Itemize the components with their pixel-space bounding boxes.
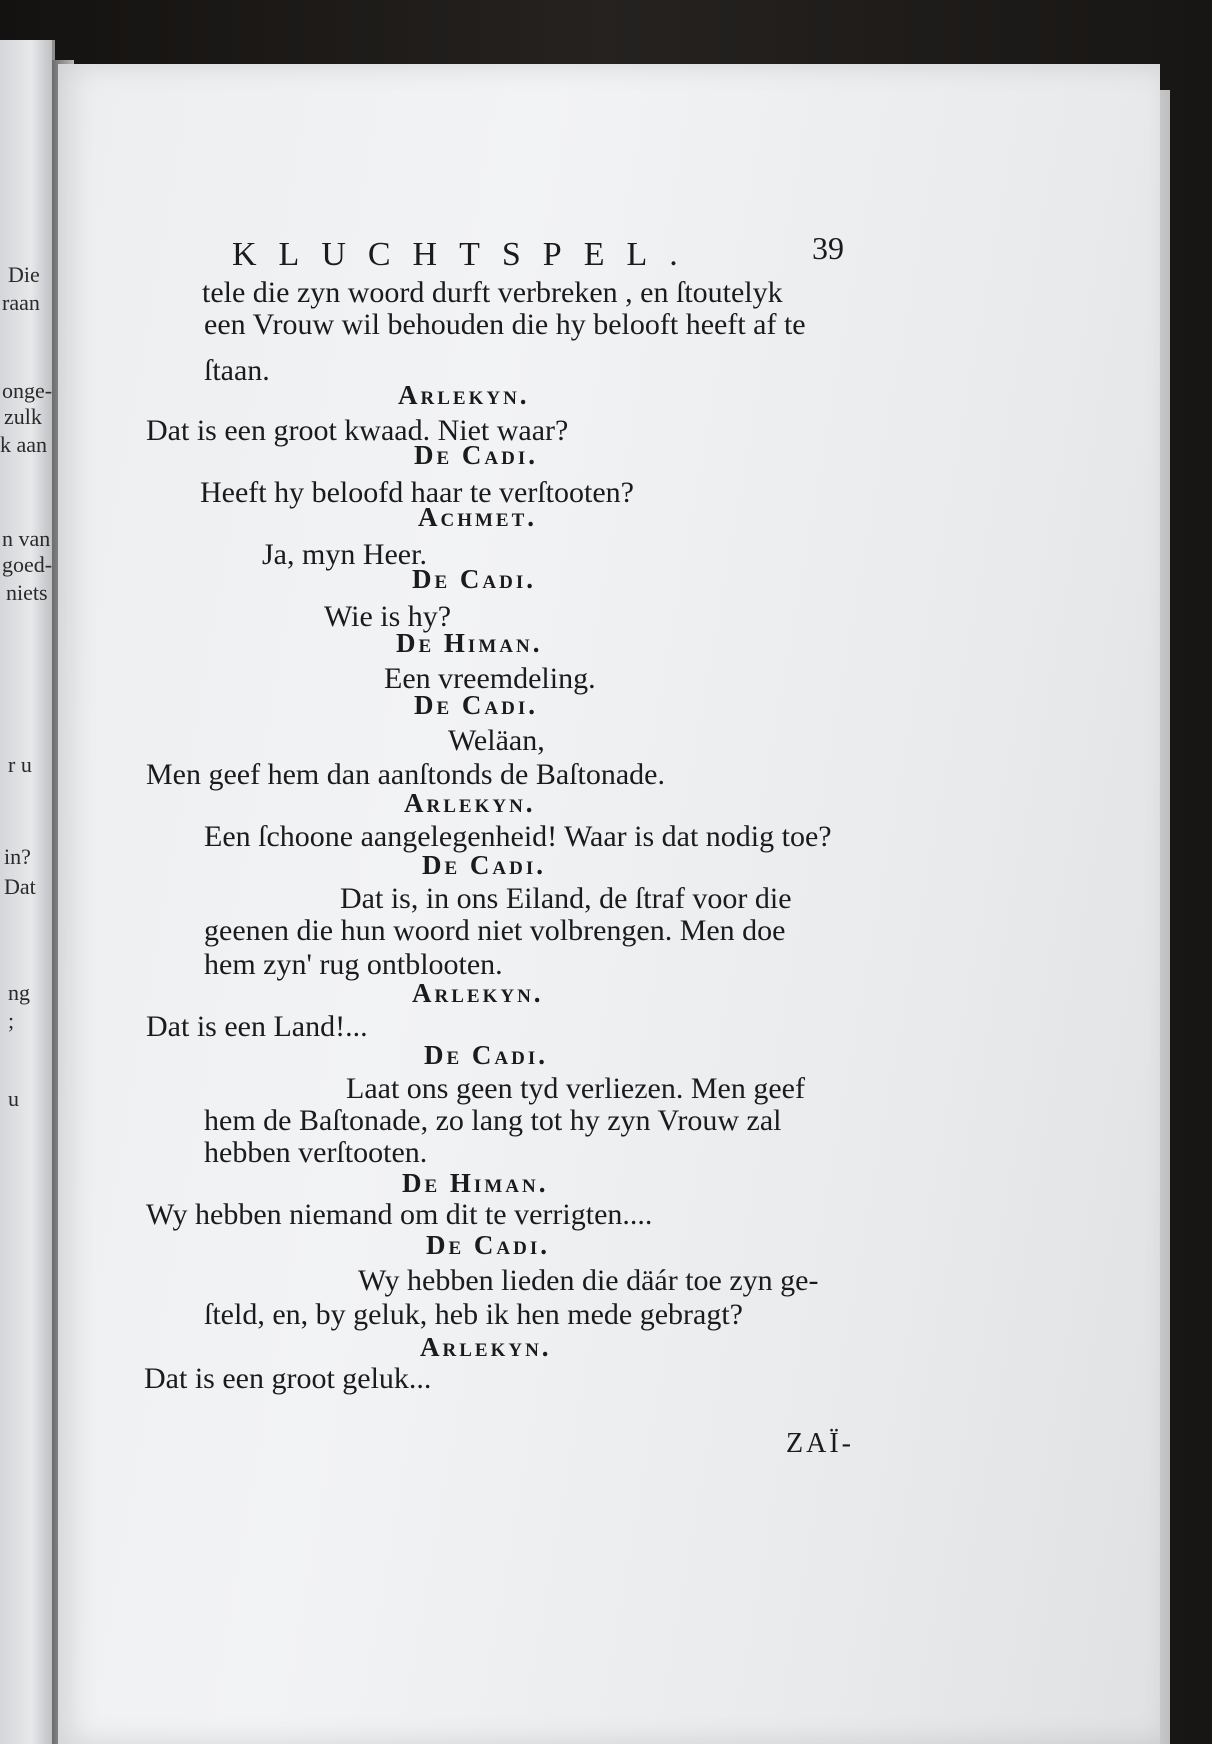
text-line: Men geef hem dan aanſtonds de Baſtonade. xyxy=(146,758,665,791)
left-page-fragment: niets xyxy=(6,580,48,605)
speaker-name: De Himan. xyxy=(402,1168,549,1198)
speaker-name: Arlekyn. xyxy=(412,978,544,1008)
speaker-name: De Cadi. xyxy=(424,1040,549,1070)
speaker-name: De Cadi. xyxy=(426,1230,551,1260)
page-number: 39 xyxy=(812,230,844,266)
text-line: Weläan, xyxy=(448,724,545,757)
left-page-fragment: Dat xyxy=(4,874,36,899)
text-line: Dat is een groot kwaad. Niet waar? xyxy=(146,414,569,447)
text-line: hem de Baſtonade, zo lang tot hy zyn Vrouw zal xyxy=(204,1104,782,1137)
text-line: een Vrouw wil behouden die hy belooft heeft af te xyxy=(204,308,806,341)
running-title: KLUCHTSPEL. xyxy=(232,236,700,273)
text-line: Dat is, in ons Eiland, de ſtraf voor die xyxy=(340,882,792,915)
speaker-name: Arlekyn. xyxy=(404,788,536,818)
text-line: Wy hebben niemand om dit te verrigten.... xyxy=(146,1198,653,1231)
speaker-name: De Cadi. xyxy=(414,690,539,720)
speaker-name: Achmet. xyxy=(418,502,538,532)
text-line: hebben verſtooten. xyxy=(204,1136,428,1169)
left-page-fragment: Die xyxy=(8,262,40,287)
text-line: Heeft hy beloofd haar te verſtooten? xyxy=(200,476,634,509)
text-line: Wie is hy? xyxy=(324,600,452,633)
text-line: Wy hebben lieden die däár toe zyn ge- xyxy=(358,1264,819,1297)
left-page-fragment: zulk xyxy=(4,404,42,429)
text-line: Laat ons geen tyd verliezen. Men geef xyxy=(346,1072,805,1105)
speaker-name: De Cadi. xyxy=(422,850,547,880)
left-page-fragment: u xyxy=(8,1086,19,1111)
catchword: ZAÏ- xyxy=(786,1428,854,1459)
left-page-edge xyxy=(0,40,55,1744)
text-line: ſtaan. xyxy=(204,354,270,387)
speaker-name: De Himan. xyxy=(396,628,543,658)
left-page-fragment: k aan xyxy=(0,432,48,457)
text-line: tele die zyn woord durft verbreken , en ſtoutelyk xyxy=(202,276,783,309)
text-line: geenen die hun woord niet volbrengen. Men doe xyxy=(204,914,786,947)
left-page-fragment: raan xyxy=(2,290,40,315)
text-line: Een vreemdeling. xyxy=(384,662,596,695)
text-line: Dat is een Land!... xyxy=(146,1010,368,1043)
left-page-fragment: in? xyxy=(4,844,31,869)
left-page-fragment: onge- xyxy=(2,378,53,403)
text-line: hem zyn' rug ontblooten. xyxy=(204,948,503,981)
left-page-fragment: goed- xyxy=(2,552,53,577)
left-page-fragment: n van xyxy=(2,526,51,551)
text-line: Een ſchoone aangelegenheid! Waar is dat nodig toe? xyxy=(204,820,832,853)
left-page-fragment: ; xyxy=(8,1008,15,1033)
left-page-fragment: ng xyxy=(8,980,30,1005)
speaker-name: Arlekyn. xyxy=(420,1332,552,1362)
left-page-fragment: r u xyxy=(8,752,32,777)
text-line: ſteld, en, by geluk, heb ik hen mede gebragt? xyxy=(204,1298,743,1331)
text-line: Ja, myn Heer. xyxy=(262,538,427,571)
text-line: Dat is een groot geluk... xyxy=(144,1362,432,1395)
speaker-name: De Cadi. xyxy=(412,564,537,594)
speaker-name: De Cadi. xyxy=(414,440,539,470)
speaker-name: Arlekyn. xyxy=(398,380,530,410)
